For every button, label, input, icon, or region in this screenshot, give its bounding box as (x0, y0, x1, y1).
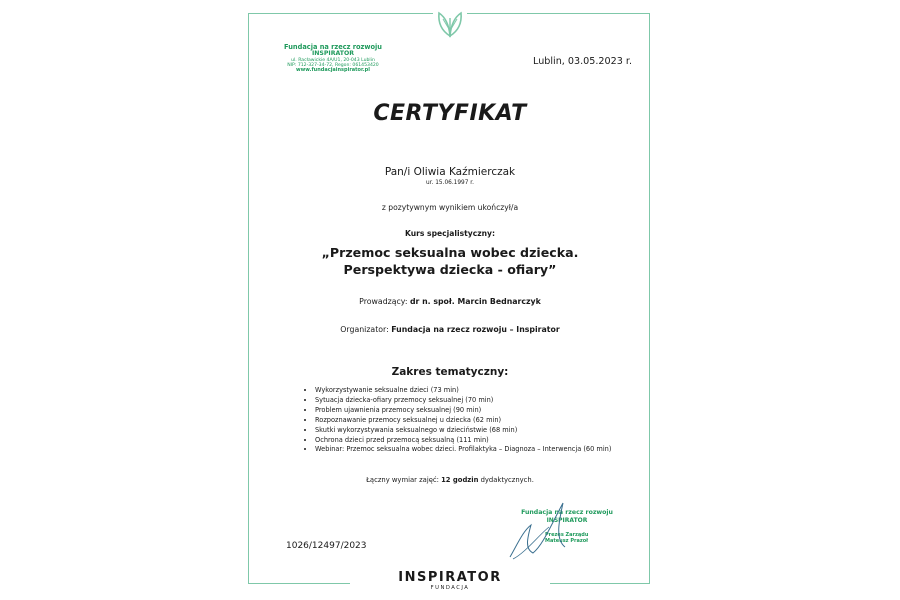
total-suffix: dydaktycznych. (478, 476, 534, 484)
certificate-title: CERTYFIKAT (373, 101, 527, 126)
brand-name: INSPIRATOR (398, 570, 502, 585)
brand-subtitle: FUNDACJA (430, 585, 470, 591)
organizer-name: Fundacja na rzecz rozwoju – Inspirator (391, 325, 560, 334)
leaf-logo-icon (433, 9, 467, 39)
foundation-stamp (278, 44, 388, 74)
list-item: • Rozpoznawanie przemocy seksualnej u dziecka (62 min) (315, 416, 645, 426)
topics-list (305, 386, 645, 455)
list-item: • Webinar: Przemoc seksualna wobec dzieci. Profilaktyka – Diagnoza – Interwencja (60 min) (315, 445, 645, 455)
signature-stamp (505, 495, 615, 565)
list-item: • Skutki wykorzystywania seksualnego w dzieciństwie (68 min) (315, 426, 645, 436)
stamp-line: Mateusz Prazoł (545, 537, 589, 544)
organizer-label: Organizator: (340, 325, 392, 334)
stamp-line: Prezes Zarządu (545, 532, 589, 538)
lead-label: Prowadzący: (359, 297, 410, 306)
course-title-line: „Przemoc seksualna wobec dziecka. (321, 245, 579, 260)
stamp-line: NIP: 712-327-34-72, Regon: 061453420 (287, 63, 379, 69)
course-label: Kurs specjalistyczny: (404, 229, 496, 238)
list-item: • Ochrona dzieci przed przemocą seksualną (111 min) (315, 436, 645, 446)
signature-icon (505, 495, 615, 565)
stamp-line: Fundacja na rzecz rozwoju (521, 509, 613, 516)
place-and-date: Lublin, 03.05.2023 r. (533, 56, 632, 67)
list-item: • Wykorzystywanie seksualne dzieci (73 min) (315, 386, 645, 396)
certificate-number: 1026/12497/2023 (286, 541, 367, 551)
scope-title: Zakres tematyczny: (391, 366, 509, 378)
lead-name: dr n. społ. Marcin Bednarczyk (409, 297, 541, 306)
total-hours-value: 12 godzin (441, 476, 479, 484)
total-hours (250, 476, 650, 484)
list-item: • Sytuacja dziecka-ofiary przemocy seksualnej (70 min) (315, 396, 645, 406)
course-title-line: Perspektywa dziecka - ofiary” (343, 262, 557, 277)
brand-footer (350, 571, 550, 599)
completion-text: z pozytywnym wynikiem ukończył/a (381, 203, 519, 212)
stamp-line: Fundacja na rzecz rozwoju (284, 43, 382, 51)
list-item: • Problem ujawnienia przemocy seksualnej (90 min) (315, 406, 645, 416)
recipient-name: Pan/i Oliwia Kaźmierczak (384, 166, 516, 178)
recipient-birth-date: ur. 15.06.1997 r. (426, 180, 474, 186)
stamp-line: INSPIRATOR (311, 50, 355, 58)
total-prefix: Łączny wymiar zajęć: (366, 476, 442, 484)
course-organizer (250, 325, 650, 334)
stamp-line: ul. Racławickie 4A/U1, 20-043 Lublin (291, 58, 375, 64)
course-lead (250, 297, 650, 306)
stamp-line: www.fundacjainspirator.pl (296, 67, 370, 74)
course-title (250, 244, 650, 278)
stamp-line: INSPIRATOR (546, 517, 588, 524)
